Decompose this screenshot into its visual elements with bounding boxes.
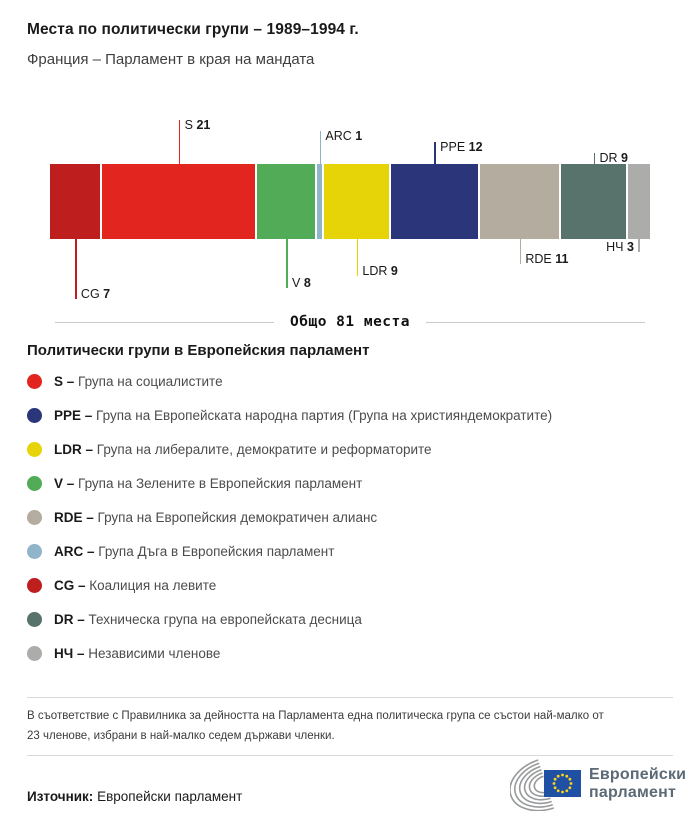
legend-item-ARC [27,534,552,568]
bar-callout-line-ARC [320,131,322,164]
legend-label-PPE: PPE – Група на Европейската народна партия (Група на християндемократите) [54,407,553,423]
legend-item-LDR [27,432,552,466]
bar-label-S: S 21 [184,118,211,132]
legend-item-НЧ [27,636,552,670]
legend-dot-LDR-icon [27,442,42,457]
bar-callout-line-PPE [434,142,436,164]
legend-item-S [27,364,552,398]
legend-dot-ARC-icon [27,544,42,559]
page-title: Места по политически групи – 1989–1994 г. [27,21,359,38]
footnote [27,706,677,746]
bar-segment-DR [561,164,628,239]
legend-label-RDE: RDE – Група на Европейския демократичен алианс [54,509,378,525]
legend-dot-НЧ-icon [27,646,42,661]
legend-dot-PPE-icon [27,408,42,423]
seat-bar [50,164,650,239]
total-seats-label: Общо 81 места [290,314,410,330]
page-subtitle: Франция – Парламент в края на мандата [27,51,315,68]
bar-segment-LDR [324,164,391,239]
source-label: Източник: [27,789,94,804]
legend-heading: Политически групи в Европейския парламент [27,342,370,359]
bar-callout-line-DR [594,153,596,164]
bar-label-CG: CG 7 [80,287,111,301]
legend-label-DR: DR – Техническа група на европейската десница [54,611,362,627]
eu-flag-icon [544,770,581,797]
bar-callout-line-S [179,120,181,164]
legend-item-RDE [27,500,552,534]
bar-segment-RDE [480,164,561,239]
legend-item-DR [27,602,552,636]
divider-bottom [27,755,673,756]
footnote-line-1: В съответствие с Правилника за дейността на Парламента една политическа група се състои най-малко от [27,710,604,722]
logo-wordmark [589,766,686,802]
bar-label-НЧ: НЧ 3 [606,240,634,254]
bar-segment-V [257,164,316,239]
legend-dot-S-icon [27,374,42,389]
legend-dot-RDE-icon [27,510,42,525]
bar-segment-ARC [317,164,324,239]
legend-dot-DR-icon [27,612,42,627]
legend-label-S: S – Група на социалистите [54,373,223,389]
legend-label-ARC: ARC – Група Дъга в Европейския парламент [54,543,335,559]
legend [27,364,552,670]
source-line [27,789,242,804]
bar-label-PPE: PPE 12 [440,140,483,154]
bar-segment-PPE [391,164,480,239]
legend-dot-V-icon [27,476,42,491]
logo-word-2: парламент [589,784,677,801]
bar-label-ARC: ARC 1 [325,129,363,143]
footnote-line-2: 23 членове, избрани в най-малко седем държави членки. [27,730,335,743]
bar-callout-line-LDR [357,239,359,276]
total-seats-row [55,314,645,330]
ep-logo-mark [510,757,582,811]
bar-segment-CG [50,164,102,239]
bar-segment-НЧ [628,164,650,239]
bar-label-RDE: RDE 11 [525,252,569,266]
bar-callout-line-НЧ [638,239,640,252]
source-value: Европейски парламент [97,789,243,804]
bar-callout-line-RDE [520,239,522,264]
legend-label-НЧ: НЧ – Независими членове [54,645,221,661]
bar-callout-line-CG [75,239,77,299]
total-rule-left [55,322,274,323]
divider-top [27,697,673,698]
legend-label-V: V – Група на Зелените в Европейския парламент [54,475,363,491]
bar-segment-S [102,164,258,239]
legend-label-LDR: LDR – Група на либералите, демократите и реформаторите [54,441,432,457]
ep-logo [510,757,686,811]
legend-item-PPE [27,398,552,432]
total-rule-right [426,322,645,323]
legend-item-V [27,466,552,500]
bar-callout-line-V [286,239,288,288]
legend-dot-CG-icon [27,578,42,593]
logo-word-1: Европейски [589,766,687,784]
bar-label-DR: DR 9 [599,151,628,165]
legend-item-CG [27,568,552,602]
legend-label-CG: CG – Коалиция на левите [54,577,217,593]
bar-label-V: V 8 [292,276,311,290]
bar-label-LDR: LDR 9 [362,264,398,278]
